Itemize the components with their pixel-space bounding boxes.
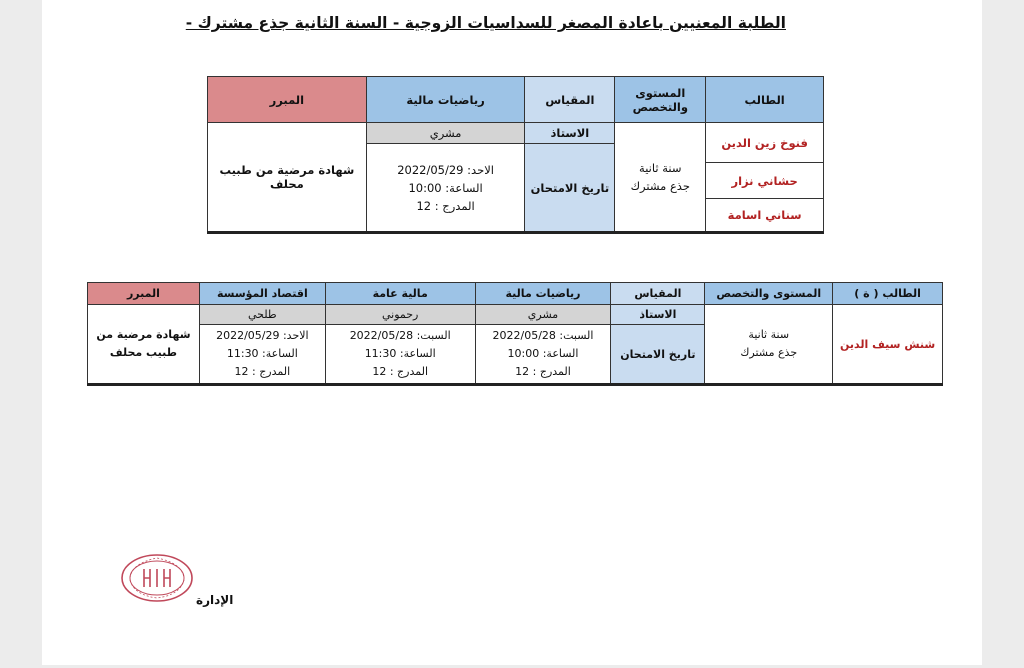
reason-cell: شهادة مرضية من طبيب محلف (208, 123, 367, 233)
exam-date-label: تاريخ الامتحان (611, 325, 705, 385)
level-cell (615, 123, 706, 233)
exam-day: السبت: 2022/05/28 (492, 329, 594, 342)
exam-details (199, 325, 325, 385)
exam-details (475, 325, 611, 385)
header-module: المقياس (525, 77, 615, 123)
exam-hall: المدرج : 12 (372, 365, 428, 378)
student-name: شنش سيف الدين (833, 305, 943, 385)
exam-date-label: تاريخ الامتحان (525, 144, 615, 233)
header-student: الطالب ( ة ) (833, 283, 943, 305)
header-student: الطالب (706, 77, 824, 123)
header-subject: اقتصاد المؤسسة (199, 283, 325, 305)
header-reason: المبرر (88, 283, 200, 305)
student-name: فنوخ زين الدين (706, 123, 824, 163)
teacher-name: مشري (475, 305, 611, 325)
teacher-name: رحموني (325, 305, 475, 325)
header-reason: المبرر (208, 77, 367, 123)
exam-day: السبت: 2022/05/28 (349, 329, 451, 342)
header-subject: رياضيات مالية (366, 77, 525, 123)
level-cell (705, 305, 833, 385)
exam-time: الساعة: 11:30 (226, 347, 298, 360)
teacher-label: الاستاذ (611, 305, 705, 325)
header-level: المستوى والتخصص (705, 283, 833, 305)
header-module: المقياس (611, 283, 705, 305)
admin-signature: الإدارة (196, 593, 234, 607)
official-stamp-icon (120, 553, 194, 603)
level-line-1: سنة ثانية (639, 161, 682, 175)
exam-details (366, 144, 525, 233)
exam-hall: المدرج : 12 (515, 365, 571, 378)
teacher-name: مشري (366, 123, 525, 144)
exam-hall: المدرج : 12 (234, 365, 291, 378)
page-title: الطلبة المعنيين باعادة المصغر للسداسيات الزوجية - السنة الثانية جذع مشترك - (185, 14, 786, 32)
exam-time: الساعة: 10:00 (408, 180, 483, 195)
teacher-label: الاستاذ (525, 123, 615, 144)
exam-day: الاحد: 2022/05/29 (397, 162, 494, 177)
header-subject: مالية عامة (325, 283, 475, 305)
level-line-2: جذع مشترك (630, 179, 690, 193)
exam-hall: المدرج : 12 (416, 198, 475, 213)
exam-time: الساعة: 10:00 (507, 347, 579, 360)
header-subject: رياضيات مالية (475, 283, 611, 305)
reason-cell (88, 305, 200, 385)
students-table-2 (87, 282, 943, 386)
exam-details (325, 325, 475, 385)
exam-time: الساعة: 11:30 (364, 347, 436, 360)
level-line-1: سنة ثانية (748, 328, 790, 341)
students-table-1 (207, 76, 824, 234)
teacher-name: طلحي (199, 305, 325, 325)
header-level: المستوى والتخصص (615, 77, 706, 123)
exam-day: الاحد: 2022/05/29 (216, 329, 309, 342)
reason-line-1: شهادة مرضية من (96, 328, 191, 341)
student-name: سناني اسامة (706, 199, 824, 233)
level-line-2: جذع مشترك (740, 346, 798, 359)
reason-line-2: طبيب محلف (109, 346, 178, 359)
student-name: حشاني نزار (706, 163, 824, 199)
